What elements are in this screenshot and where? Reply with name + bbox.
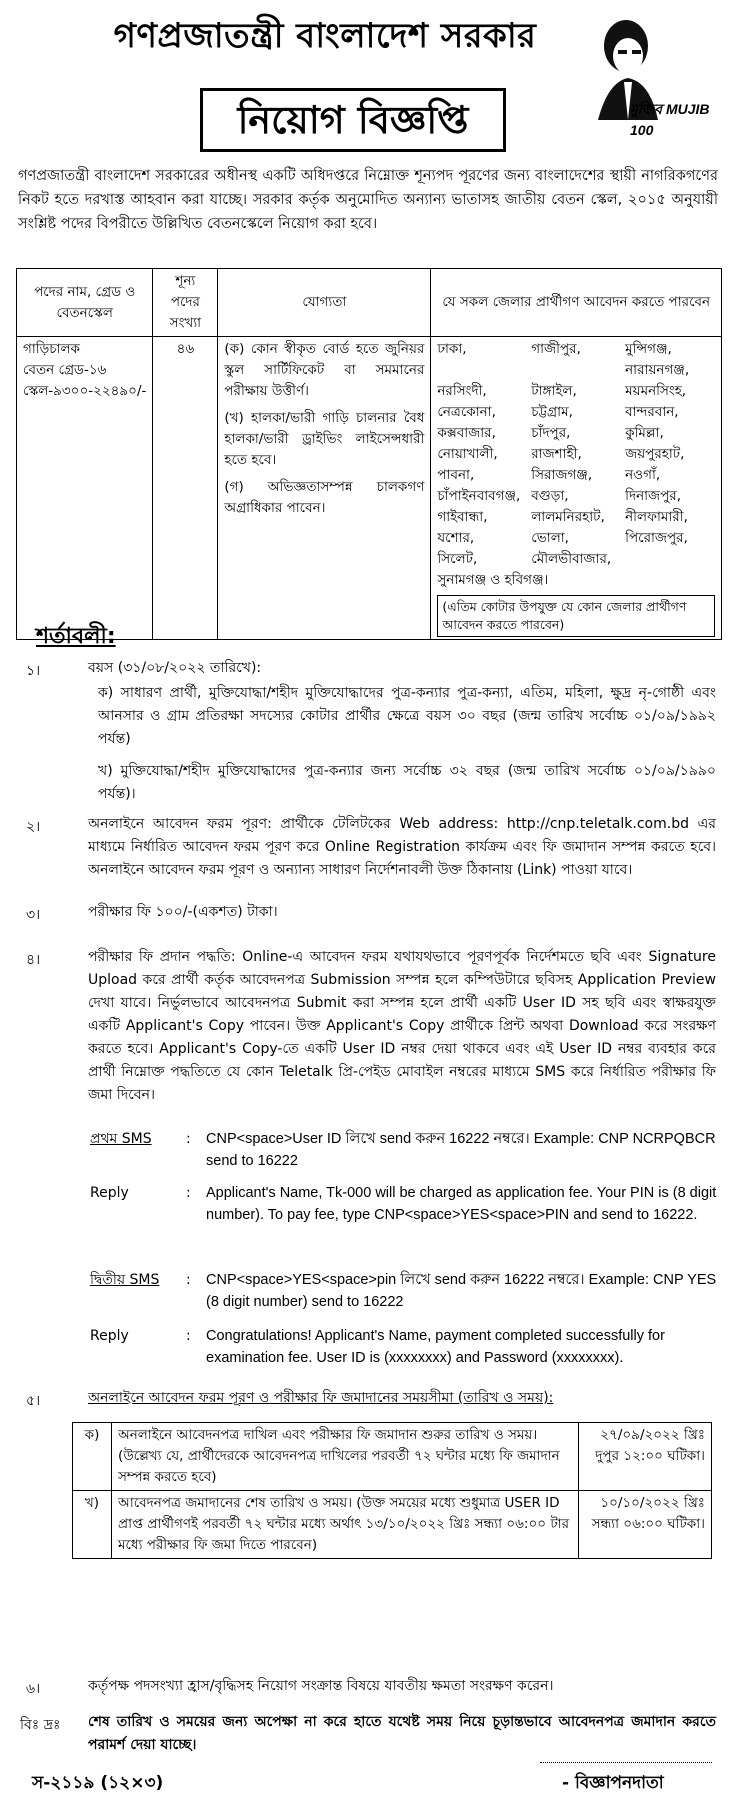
col-header-vacancy: শূন্য পদের সংখ্যা [153,269,218,337]
col-header-districts: যে সকল জেলার প্রার্থীগণ আবেদন করতে পারবেন [431,269,722,337]
district-note: (এতিম কোটার উপযুক্ত যে কোন জেলার প্রার্থীগণ আবেদন করতে পারবেন) [437,595,715,637]
vacancy-table [16,268,722,640]
schedule-table [72,1422,712,1559]
intro-paragraph: গণপ্রজাতন্ত্রী বাংলাদেশ সরকারের অধীনস্থ একটি অধিদপ্তরে নিম্নোক্ত শূন্যপদ পূরণের জন্য বাংলাদেশের স্থায়ী নাগরিকগণের নিকট হতে দরখাস্ত আহবান করা যাচ্ছে। সরকার কর্তৃক অনুমোদিত অন্যান্য ভাতাসহ জাতীয় বেতন স্কেল, ২০১৫ অনুযায়ী সংশ্লিষ্ট পদের বিপরীতে উল্লিখিত বেতনস্কেলে নিয়োগ করা হবে। [18,168,718,232]
term-1b: খ) মুক্তিযোদ্ধা/শহীদ মুক্তিযোদ্ধাদের পুত্র-কন্যার জন্য সর্বোচ্চ ৩২ বছর (জন্ম তারিখ সর্বোচ্চ ০১/০৯/১৯৯০ পর্যন্ত)। [98,763,716,802]
schedule-row: ক) অনলাইনে আবেদনপত্র দাখিল এবং পরীক্ষার ফি জমাদান শুরুর তারিখ ও সময়। (উল্লেখ্য যে, প্রার্থীদেরকে আবেদনপত্র দাখিলের পরবর্তী ৭২ ঘন্টার মধ্যে ফি জমাদান সম্পন্ন করতে হবে) ২৭/০৯/২০২২ খ্রিঃ দুপুর ১২:০০ ঘটিকা। [73,1423,712,1491]
term-6-number: ৬। [26,1681,41,1697]
term-2-number: ২। [26,819,41,835]
term-5-title: অনলাইনে আবেদন ফরম পূরণ ও পরীক্ষার ফি জমাদানের সময়সীমা (তারিখ ও সময়): [88,1390,554,1406]
post-cell: গাড়িচালক বেতন গ্রেড-১৬ স্কেল-৯৩০০-২২৪৯০/- [17,337,153,640]
term-3-text: পরীক্ষার ফি ১০০/-(একশত) টাকা। [88,904,278,920]
signature-line [540,1762,712,1763]
mujib-logo-text: মুজিব MUJIB 100 [630,101,710,138]
qualification-cell: (ক) কোন স্বীকৃত বোর্ড হতে জুনিয়র স্কুল সার্টিফিকেট বা সমমানের পরীক্ষায় উত্তীর্ণ। (খ) হালকা/ভারী গাড়ি চালনার বৈধ হালকা/ভারী ড্রাইভিং লাইসেন্সধারী হতে হবে। (গ) অভিজ্ঞতাসম্পন্ন চালকগণ অগ্রাধিকার পাবেন। [218,337,431,640]
terms-heading: শর্তাবলী: [36,624,116,649]
district-list: ঢাকা, গাজীপুর, মুন্সিগঞ্জ, নারায়নগঞ্জ, নরসিংদী, টাঙ্গাইল, ময়মনসিংহ, নেত্রকোনা, চট্টগ্রাম, বান্দরবান, কক্সবাজার, চাঁদপুর, কুমিল্লা, নোয়াখালী, রাজশাহী, জয়পুরহাট, পাবনা, সিরাজগঞ্জ, নওগাঁ, চাঁপাইনবাবগঞ্জ, বগুড়া, দিনাজপুর, গাইবান্ধা, লালমনিরহাট, নীলফামারী, যশোর, ভোলা, পিরোজপুর, সিলেট, মৌলভীবাজার, সুনামগঞ্জ ও হবিগঞ্জ। [437,341,690,588]
notice-title: নিয়োগ বিজ্ঞপ্তি [200,88,506,152]
term-1-title: বয়স (৩১/০৮/২০২২ তারিখে): [88,660,262,676]
note-text: শেষ তারিখ ও সময়ের জন্য অপেক্ষা না করে হাতে যথেষ্ট সময় নিয়ে চূড়ান্তভাবে আবেদনপত্র জমাদান করতে পরামর্শ দেয়া যাচ্ছে। [88,1714,716,1753]
term-2-text: অনলাইনে আবেদন ফরম পূরণ: প্রার্থীকে টেলিটকের Web address: http://cnp.teletalk.com.bd এর মাধ্যমে নির্ধারিত আবেদন ফরম পূরণ করে Online Registration কার্যক্রম এবং ফি জমাদান সম্পন্ন করতে হবে। অনলাইনে আবেদন ফরম পূরণ ও অন্যান্য সাধারণ নির্দেশনাবলী উক্ত ঠিকানায় (Link) পাওয়া যাবে। [88,816,716,878]
term-4-text: পরীক্ষার ফি প্রদান পদ্ধতি: Online-এ আবেদন ফরম যথাযথভাবে পূরণপূর্বক নির্দেশমতে ছবি এবং Signature Upload করে প্রার্থী কর্তৃক আবেদনপত্র Submission সম্পন্ন হলে কম্পিউটারে ছবিসহ Application Preview দেখা যাবে। নির্ভুলভাবে আবেদনপত্র Submit করা সম্পন্ন হলে প্রার্থী একটি User ID সহ ছবি এবং স্বাক্ষরযুক্ত একটি Applicant's Copy পাবেন। উক্ত Applicant's Copy প্রার্থীকে প্রিন্ট অথবা Download করে সংরক্ষণ করতে হবে। Applicant's Copy-তে একটি User ID নম্বর দেয়া থাকবে এবং এই User ID নম্বর ব্যবহার করে প্রার্থী নিম্নোক্ত পদ্ধতিতে যে কোন Teletalk প্রি-পেইড মোবাইল নম্বরের মাধ্যমে SMS করে নির্ধারিত পরীক্ষার ফি জমা দিবেন। [88,949,716,1103]
schedule-row: খ) আবেদনপত্র জমাদানের শেষ তারিখ ও সময়। (উক্ত সময়ের মধ্যে শুধুমাত্র USER ID প্রাপ্ত প্রার্থীগণই পরবর্তী ৭২ ঘন্টার মধ্যে অর্থাৎ ১৩/১০/২০২২ খ্রিঃ সন্ধ্যা ০৬:০০ টার মধ্যে পরীক্ষার ফি জমা দিতে পারবেন) ১০/১০/২০২২ খ্রিঃ সন্ধ্যা ০৬:০০ ঘটিকা। [73,1491,712,1559]
ad-code: স-২১১৯ (১২×৩) [32,1773,164,1793]
government-heading: গণপ্রজাতন্ত্রী বাংলাদেশ সরকার [113,16,537,56]
districts-cell [431,337,722,640]
col-header-post: পদের নাম, গ্রেড ও বেতনস্কেল [17,269,153,337]
term-1-number: ১। [26,663,41,679]
advertiser-label: - বিজ্ঞাপনদাতা [562,1773,664,1793]
term-4-number: ৪। [26,952,41,968]
term-1a: ক) সাধারণ প্রার্থী, মুক্তিযোদ্ধা/শহীদ মুক্তিযোদ্ধাদের পুত্র-কন্যার পুত্র-কন্যা, এতিম, মহিলা, ক্ষুদ্র নৃ-গোষ্ঠী এবং আনসার ও গ্রাম প্রতিরক্ষা সদস্যের কোটার প্রার্থীর ক্ষেত্রে বয়স ৩০ বছর (জন্ম তারিখ সর্বোচ্চ ০১/০৯/১৯৯২ পর্যন্ত) [98,685,716,747]
term-5-number: ৫। [26,1393,41,1409]
note-label: বিঃ দ্রঃ [20,1717,61,1733]
term-3-number: ৩। [26,907,41,923]
vacancy-count: ৪৬ [153,337,218,640]
term-6-text: কর্তৃপক্ষ পদসংখ্যা হ্রাস/বৃদ্ধিসহ নিয়োগ সংক্রান্ত বিষয়ে যাবতীয় ক্ষমতা সংরক্ষণ করেন। [88,1678,554,1694]
col-header-qualification: যোগ্যতা [218,269,431,337]
